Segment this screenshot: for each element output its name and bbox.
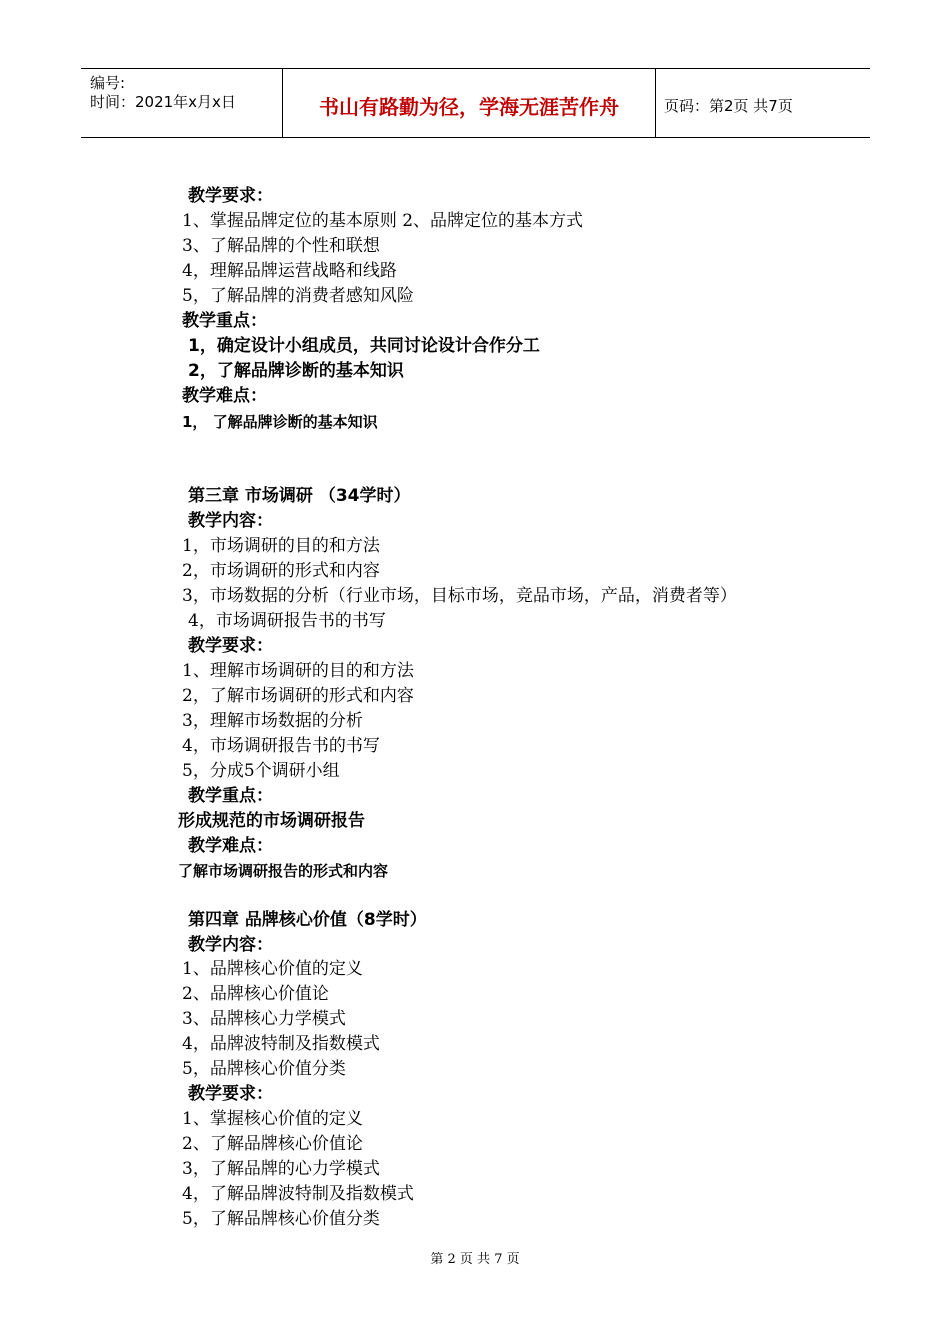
list-item: 2，了解品牌诊断的基本知识 [188,361,404,381]
section-heading: 教学难点： [188,836,273,856]
section-heading: 教学要求： [188,1084,273,1104]
section-heading: 教学重点： [182,311,267,331]
motto: 书山有路勤为径，学海无涯苦作舟 [319,95,619,119]
section-heading: 教学重点： [188,786,273,806]
list-item: 3、品牌核心力学模式 [182,1009,346,1029]
list-item: 形成规范的市场调研报告 [178,811,365,831]
list-item: 5，分成5个调研小组 [182,761,340,781]
header-motto-cell [282,69,656,137]
list-item: 4，品牌波特制及指数模式 [182,1034,380,1054]
list-item: 1，确定设计小组成员，共同讨论设计合作分工 [188,336,540,356]
list-item: 2，市场调研的形式和内容 [182,561,380,581]
list-item: 1， 了解品牌诊断的基本知识 [182,413,378,431]
header-page-cell [655,69,870,137]
list-item: 2、品牌核心价值论 [182,984,329,1004]
list-item: 3、了解品牌的个性和联想 [182,236,380,256]
list-item: 4，市场调研报告书的书写 [182,736,380,756]
list-item: 3，理解市场数据的分析 [182,711,363,731]
section-heading: 教学要求： [188,636,273,656]
list-item: 2，了解市场调研的形式和内容 [182,686,414,706]
list-item: 4，理解品牌运营战略和线路 [182,261,397,281]
section-heading: 教学内容： [188,511,273,531]
document-time: 时间：2021年x月x日 [90,93,236,111]
list-item: 4，市场调研报告书的书写 [188,611,386,631]
list-item: 4，了解品牌波特制及指数模式 [182,1184,414,1204]
list-item: 3，了解品牌的心力学模式 [182,1159,380,1179]
header-info-cell [81,69,281,137]
chapter-title: 第三章 市场调研 （34学时） [188,486,411,506]
section-heading: 教学难点： [182,386,267,406]
list-item: 5，了解品牌核心价值分类 [182,1209,380,1229]
chapter-title: 第四章 品牌核心价值（8学时） [188,910,427,930]
list-item: 1、掌握品牌定位的基本原则 2、品牌定位的基本方式 [182,211,584,231]
list-item: 5，品牌核心价值分类 [182,1059,346,1079]
list-item: 1，市场调研的目的和方法 [182,536,380,556]
header-table [81,68,870,138]
list-item: 了解市场调研报告的形式和内容 [178,862,389,880]
section-heading: 教学要求： [188,186,273,206]
section-heading: 教学内容： [188,935,273,955]
list-item: 2、了解品牌核心价值论 [182,1134,363,1154]
document-number: 编号: [90,74,126,92]
page-footer: 第 2 页 共 7 页 [430,1252,520,1267]
list-item: 1、掌握核心价值的定义 [182,1109,363,1129]
list-item: 1、理解市场调研的目的和方法 [182,661,414,681]
list-item: 3，市场数据的分析（行业市场，目标市场，竞品市场，产品，消费者等） [182,586,737,606]
page-label: 页码：第2页 共7页 [664,97,793,115]
list-item: 1、品牌核心价值的定义 [182,959,363,979]
list-item: 5，了解品牌的消费者感知风险 [182,286,414,306]
